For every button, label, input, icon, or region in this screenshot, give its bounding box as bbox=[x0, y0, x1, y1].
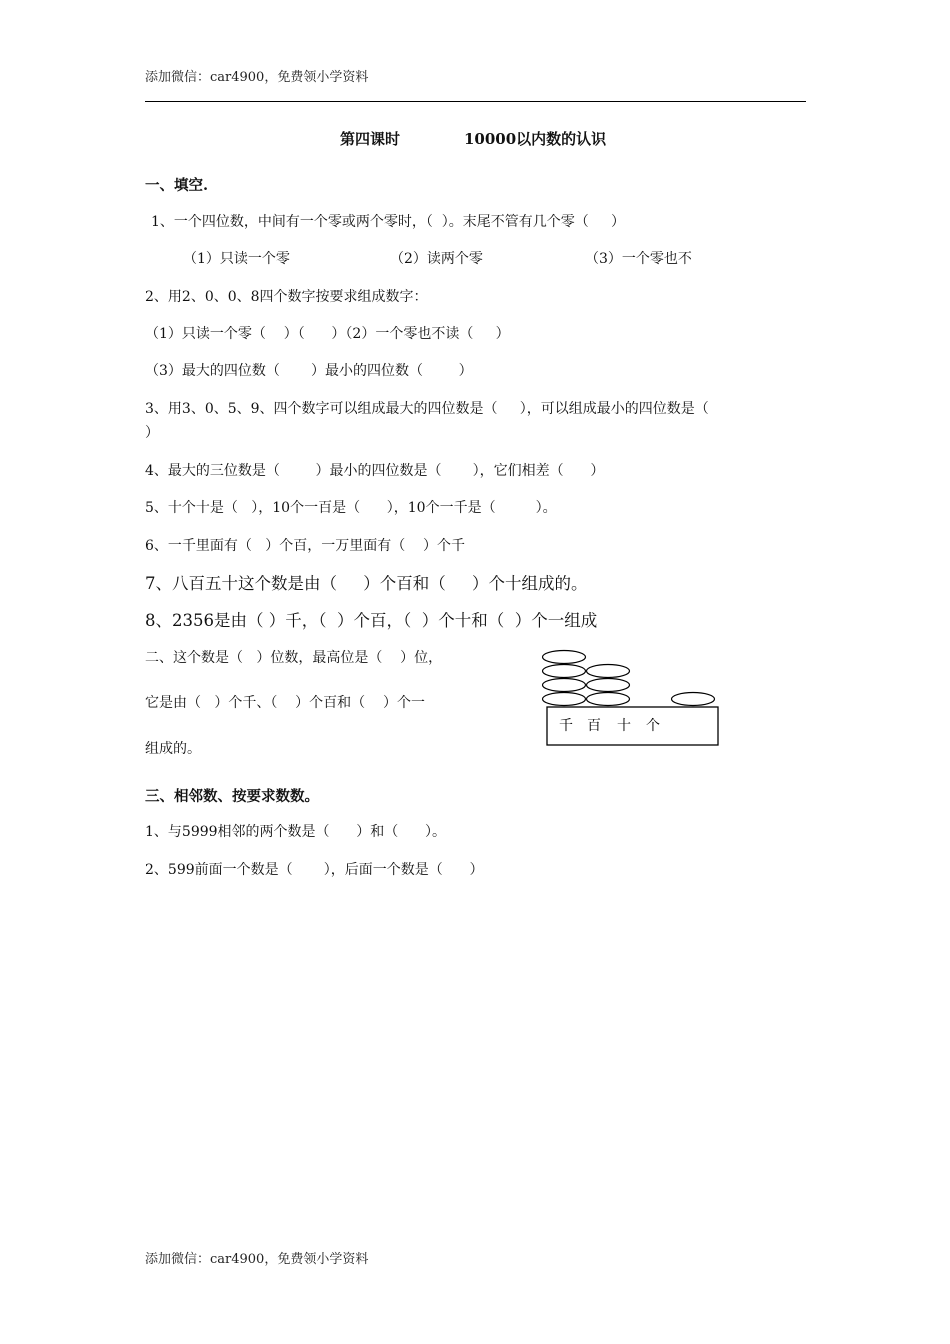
question-6: 6、一千里面有（ ）个百，一万里面有（ ）个千 bbox=[145, 538, 466, 554]
question-1-option-1: （1）只读一个零 bbox=[183, 251, 290, 267]
section2-line-1: 二、这个数是（ ）位数，最高位是（ ）位， bbox=[145, 650, 443, 666]
abacus-label-hundreds: 百 bbox=[587, 718, 601, 734]
page-footer: 添加微信：car4900，免费领小学资料 bbox=[145, 1252, 369, 1267]
question-1: 1、一个四位数，中间有一个零或两个零时，（ ）。末尾不管有几个零（ ） bbox=[151, 214, 626, 230]
page-title: 10000以内数的认识 bbox=[464, 130, 607, 148]
question-1-option-3: （3）一个零也不 bbox=[585, 251, 692, 267]
bead-hundreds-2 bbox=[587, 679, 630, 692]
page-header: 添加微信：car4900，免费领小学资料 bbox=[145, 70, 369, 85]
abacus-beads bbox=[543, 651, 715, 706]
bead-thousands-4 bbox=[543, 651, 586, 664]
section3-heading: 三、相邻数、按要求数数。 bbox=[145, 788, 319, 805]
bead-thousands-2 bbox=[543, 679, 586, 692]
section2-line-2: 它是由（ ）个千、（ ）个百和（ ）个一 bbox=[145, 695, 425, 711]
question-2-part-a: （1）只读一个零（ ）（ ）（2）一个零也不读（ ） bbox=[145, 326, 510, 342]
question-8: 8、2356是由（ ）千，（ ）个百，（ ）个十和（ ）个一组成 bbox=[145, 611, 598, 630]
question-5: 5、十个十是（ ），10个一百是（ ），10个一千是（ ）。 bbox=[145, 500, 557, 516]
bead-ones-1 bbox=[672, 693, 715, 706]
abacus-labels bbox=[559, 718, 660, 734]
question-2: 2、用2、0、0、8四个数字按要求组成数字： bbox=[145, 289, 428, 305]
section2-line-3: 组成的。 bbox=[145, 741, 201, 757]
bead-thousands-3 bbox=[543, 665, 586, 678]
abacus-label-thousands: 千 bbox=[559, 718, 573, 734]
section3-question-1: 1、与5999相邻的两个数是（ ）和（ ）。 bbox=[145, 824, 446, 840]
bead-hundreds-1 bbox=[587, 693, 630, 706]
section1-heading: 一、填空. bbox=[145, 177, 209, 194]
question-1-option-2: （2）读两个零 bbox=[390, 251, 483, 267]
abacus-label-tens: 十 bbox=[617, 718, 631, 734]
bead-thousands-1 bbox=[543, 693, 586, 706]
question-4: 4、最大的三位数是（ ）最小的四位数是（ ），它们相差（ ） bbox=[145, 463, 605, 479]
question-3-line-1: 3、用3、0、5、9、四个数字可以组成最大的四位数是（ ），可以组成最小的四位数是（ bbox=[145, 401, 709, 417]
lesson-label: 第四课时 bbox=[340, 130, 401, 148]
bead-hundreds-3 bbox=[587, 665, 630, 678]
section3-question-2: 2、599前面一个数是（ ），后面一个数是（ ） bbox=[145, 862, 484, 878]
abacus-label-ones: 个 bbox=[646, 718, 660, 734]
question-7: 7、八百五十这个数是由（ ）个百和（ ）个十组成的。 bbox=[145, 574, 588, 593]
question-2-part-b: （3）最大的四位数（ ）最小的四位数（ ） bbox=[145, 363, 473, 379]
question-3-line-2: ） bbox=[145, 425, 159, 441]
